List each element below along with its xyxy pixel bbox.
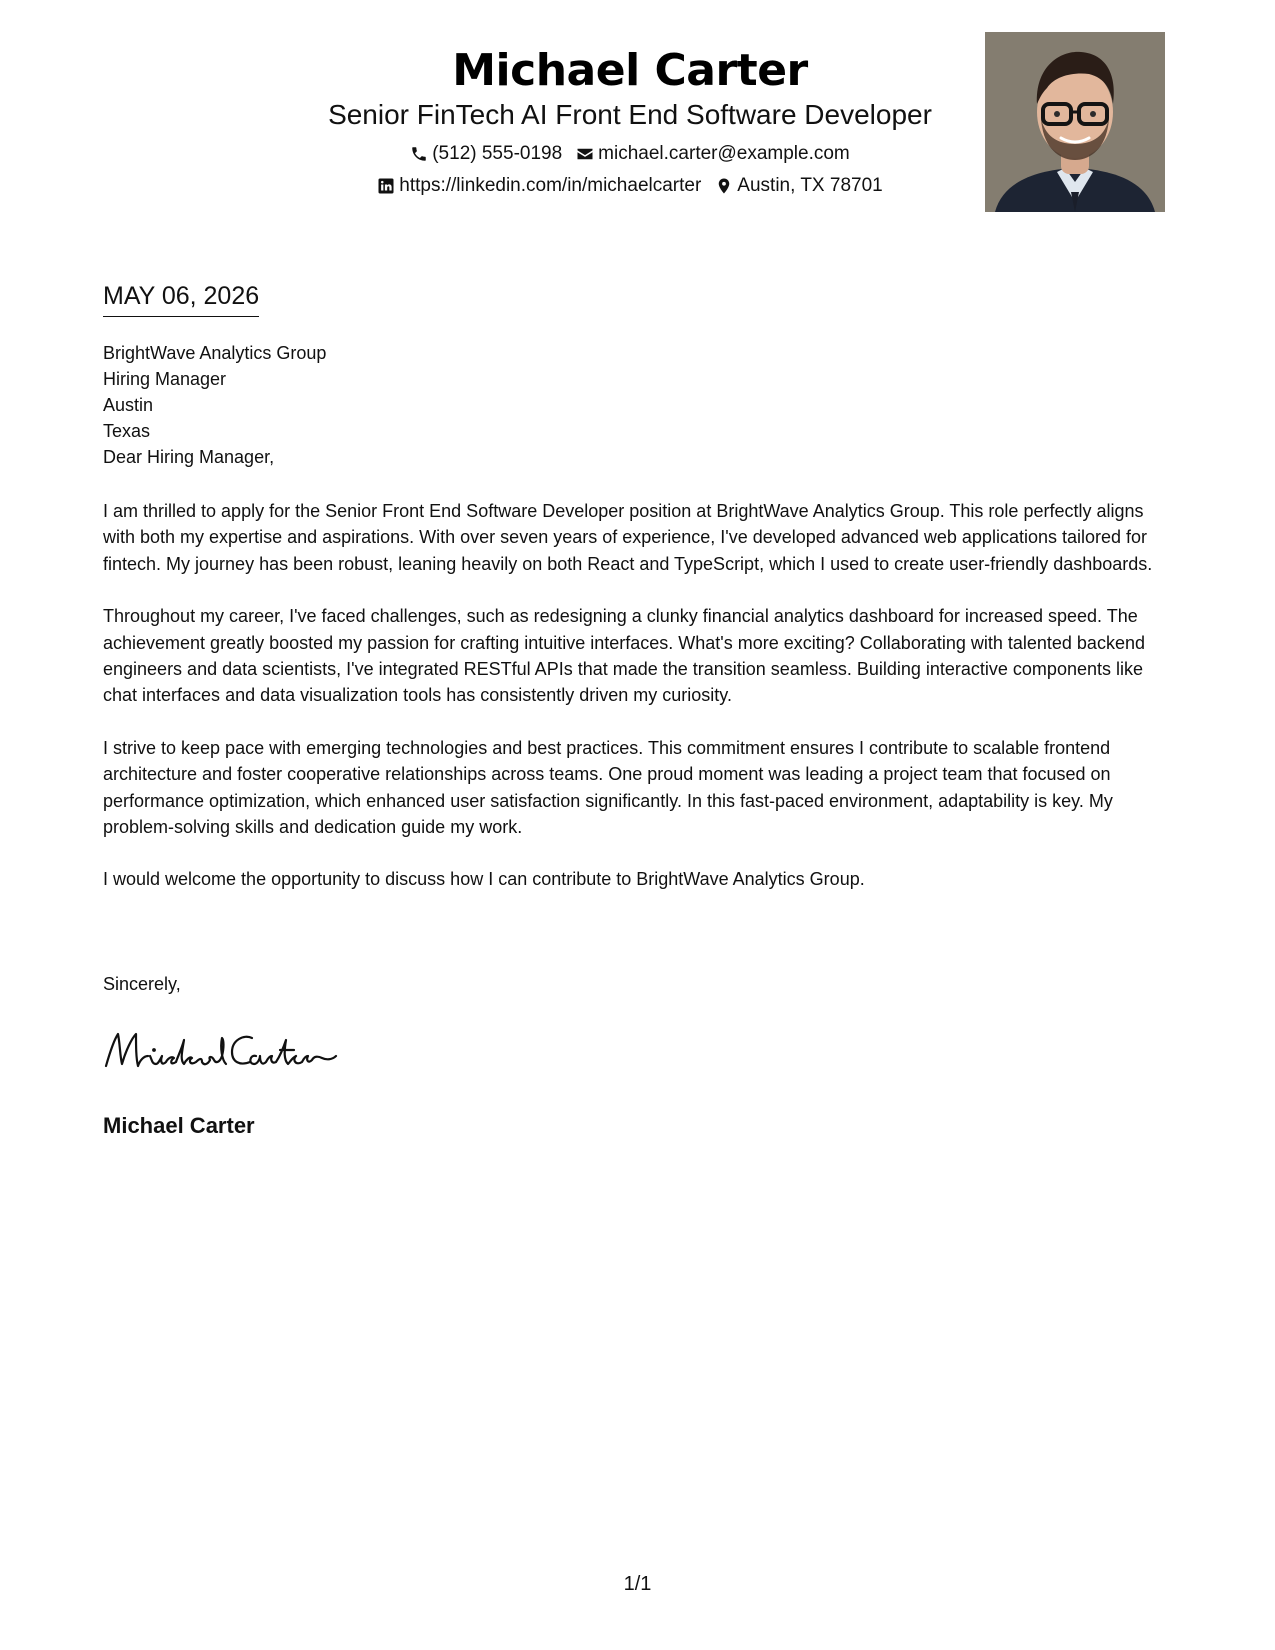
contact-phone: [410, 142, 562, 166]
recipient-block: [103, 340, 326, 470]
body-paragraph-4: I would welcome the opportunity to discuss how I can contribute to BrightWave Analytics Group.: [103, 869, 865, 890]
page-number: 1/1: [623, 1573, 652, 1595]
recipient-company: BrightWave Analytics Group: [103, 343, 327, 363]
letter-date: MAY 06, 2026: [103, 280, 259, 317]
salutation: Dear Hiring Manager,: [103, 447, 275, 467]
map-pin-icon: [715, 177, 733, 195]
body-paragraph-3: I strive to keep pace with emerging technologies and best practices. This commitment ensures I contribute to scalable frontend architecture and foster cooperative relationships across teams. One proud moment was leading a project team that focused on performance optimization, which enhanced user satisfaction significantly. In this fast-paced environment, adaptability is key. My problem-solving skills and dedication guide my work.: [103, 737, 1113, 838]
phone-number: (512) 555-0198: [432, 143, 563, 164]
recipient-city: Austin: [103, 395, 154, 415]
body-paragraph-1: I am thrilled to apply for the Senior Front End Software Developer position at BrightWave Analytics Group. This role perfectly aligns with both my expertise and aspirations. With over seven years of experience, I've developed advanced web applications tailored for fintech. My journey has been robust, leaning heavily on both React and TypeScript, which I used to create user-friendly dashboards.: [103, 501, 1153, 574]
linkedin-url: https://linkedin.com/in/michaelcarter: [399, 175, 702, 196]
profile-photo: [985, 32, 1165, 212]
location-text: Austin, TX 78701: [737, 175, 883, 196]
recipient-role: Hiring Manager: [103, 369, 227, 389]
handwritten-signature: [100, 1026, 340, 1078]
letter-body: [103, 498, 1178, 919]
contact-linkedin: [377, 174, 701, 198]
contact-email: [576, 142, 850, 166]
recipient-state: Texas: [103, 421, 151, 441]
applicant-title: Senior FinTech AI Front End Software Developer: [328, 99, 932, 130]
letter-header: [0, 0, 1275, 230]
envelope-icon: [576, 145, 594, 163]
applicant-name: Michael Carter: [452, 45, 808, 96]
phone-icon: [410, 145, 428, 163]
body-paragraph-2: Throughout my career, I've faced challenges, such as redesigning a clunky financial analytics dashboard for increased speed. The achievement greatly boosted my passion for crafting intuitive interfaces. What's more exciting? Collaborating with talented backend engineers and data scientists, I've integrated RESTful APIs that made the transition seamless. Building interactive components like chat interfaces and data visualization tools has consistently driven my curiosity.: [103, 606, 1145, 706]
closing-phrase: Sincerely,: [103, 974, 181, 994]
signer-name: Michael Carter: [103, 1113, 255, 1138]
email-address: michael.carter@example.com: [598, 143, 850, 164]
linkedin-icon: [377, 177, 395, 195]
contact-location: [715, 174, 882, 198]
